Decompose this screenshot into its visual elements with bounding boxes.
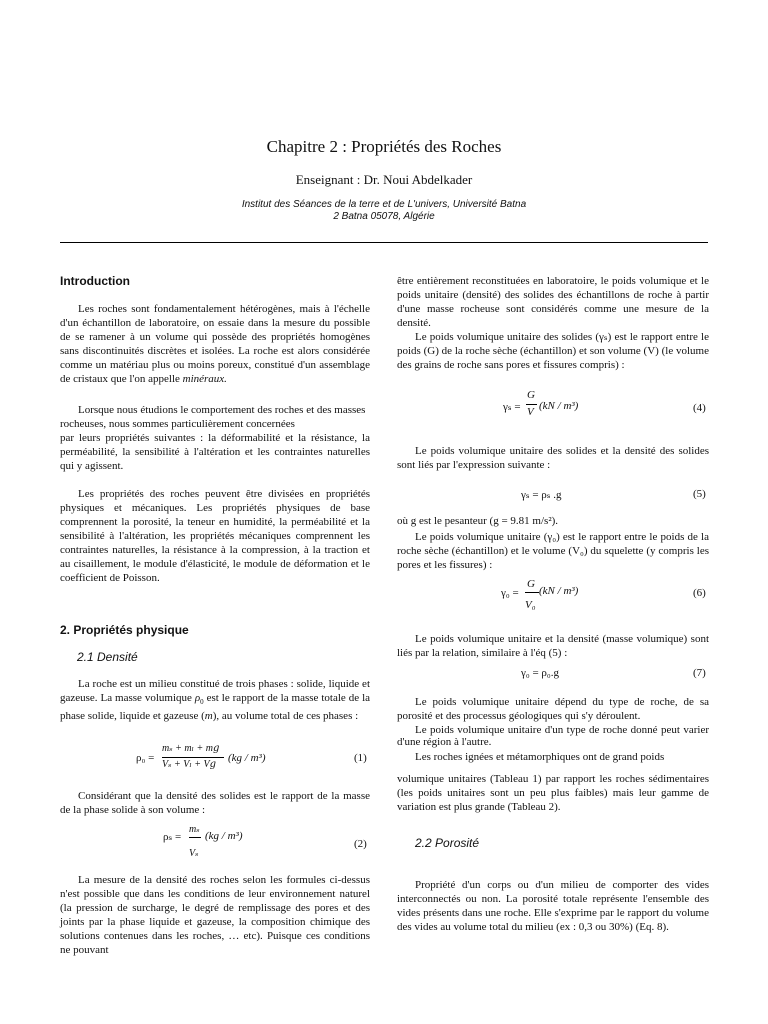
eq1-numerator: mₛ + mₗ + m𝑔 xyxy=(162,743,220,754)
eq6-denominator: V₀ xyxy=(525,599,536,611)
equation-4 xyxy=(503,389,613,425)
right-paragraph-5 xyxy=(397,530,709,572)
eq4-fraction-bar xyxy=(526,404,537,405)
intro-p1-emphasis: minéraux. xyxy=(182,373,227,385)
equation-1 xyxy=(136,743,296,779)
affiliation xyxy=(0,199,768,223)
eq7-number: (7) xyxy=(693,667,706,679)
rho-subscript: 0 xyxy=(200,698,204,707)
density-p1-a: La roche est un milieu constitué de trois phases : solide, liquide et gazeuse. La masse volumique xyxy=(60,678,370,704)
affiliation-line-2: 2 Batna 05078, Algérie xyxy=(333,211,435,222)
section-2-1-heading: 2.1 Densité xyxy=(77,650,138,664)
intro-p1-text: Les roches sont fondamentalement hétérogènes, mais à l'échelle d'un échantillon de laboratoire, on essaie dans la mesure du possible de se ramener à un volume qui possède des propriétés homogènes sans discontinuités discrètes et isolées. La roche est alors considérée comme un matériau plus ou moins poreux, constitué d'un assemblage de cristaux que l'on appelle xyxy=(60,303,370,385)
eq2-unit: (kg / m³) xyxy=(205,830,243,842)
intro-p3-text: Les propriétés des roches peuvent être divisées en propriétés physiques et mécaniques. Les propriétés physiques de base comprennent la porosité, la teneur en humidité, la perméabilité et la sensibilité à l'altération, les propriétés mécaniques comprennent les contraintes naturelles, la résistance à la compression, à la traction et au cisaillement, le module d'élasticité, le module de déformation et le coefficient de Poisson. xyxy=(60,488,370,584)
intro-p2-part-a: Lorsque nous étudions le comportement des roches et des masses rocheuses, nous sommes particulièrement concernées xyxy=(60,404,366,430)
intro-paragraph-1 xyxy=(60,302,370,386)
right-paragraph-9a xyxy=(397,750,709,764)
eq1-number: (1) xyxy=(354,752,367,764)
eq2-denominator: Vₛ xyxy=(189,848,199,859)
right-p2-text: Le poids volumique unitaire des solides (γₛ) est le rapport entre le poids (G) de la roche sèche (échantillon) et son volume (V) (le volume des grains de roche sans pores et fissures compris) : xyxy=(397,331,709,371)
eq1-lhs: ρ₀ = xyxy=(136,752,155,764)
author-line: Enseignant : Dr. Noui Abdelkader xyxy=(295,172,473,187)
introduction-heading: Introduction xyxy=(60,274,130,288)
intro-paragraph-3 xyxy=(60,487,370,585)
right-paragraph-3 xyxy=(397,444,709,472)
eq6-number: (6) xyxy=(693,587,706,599)
density-paragraph-2 xyxy=(60,789,370,817)
right-p8-text: Le poids volumique unitaire d'un type de roche donné peut varier d'une région à l'autre. xyxy=(397,724,709,748)
equation-6 xyxy=(501,578,611,614)
eq2-number: (2) xyxy=(354,838,367,850)
right-p1-text: être entièrement reconstituées en laboratoire, le poids volumique et le poids unitaire (densité) des solides des échantillons de roche à partir d'une masse rocheuse sont considérés comme une mesure de la densité. xyxy=(397,275,709,329)
density-p2-text: Considérant que la densité des solides est le rapport de la masse de la phase solide à son volume : xyxy=(60,790,370,816)
eq2-numerator: mₛ xyxy=(189,824,200,835)
affiliation-line-1: Institut des Séances de la terre et de L'univers, Université Batna xyxy=(241,199,527,210)
eq6-fraction-bar xyxy=(525,592,539,593)
right-p7-text: Le poids volumique unitaire dépend du type de roche, de sa porosité et des processus géologiques qui s'y déroulent. xyxy=(397,696,709,722)
density-paragraph-3 xyxy=(60,873,370,957)
eq6-numerator: G xyxy=(527,578,535,590)
equation-7: γ₀ = ρ₀.g xyxy=(521,667,559,679)
right-paragraph-1 xyxy=(397,274,709,330)
mass-symbol: m xyxy=(204,710,213,723)
section-2-2-heading: 2.2 Porosité xyxy=(415,836,480,850)
intro-p2-part-b: par leurs propriétés suivantes : la déformabilité et la résistance, la perméabilité, la sensibilité à l'altération et les contraintes naturelles qui y agissent. xyxy=(60,432,370,472)
right-paragraph-4 xyxy=(397,514,709,528)
right-p9b-text: volumique unitaires (Tableau 1) par rapport les roches sédimentaires (les poids unitaires sont un peu plus faibles) mais leur gamme de variation est plus grande (Tableau 2). xyxy=(397,773,709,813)
right-p6-text: Le poids volumique unitaire et la densité (masse volumique) sont liés par la relation, similaire à l'éq (5) : xyxy=(397,633,709,659)
density-p1-c: ), au volume total de ces phases : xyxy=(212,710,359,723)
right-paragraph-6 xyxy=(397,632,709,660)
eq4-number: (4) xyxy=(693,402,706,414)
equation-5: γₛ = ρₛ .g xyxy=(521,489,562,501)
right-paragraph-10 xyxy=(397,878,709,934)
eq4-numerator: G xyxy=(527,389,535,401)
eq4-unit: (kN / m³) xyxy=(539,400,579,412)
density-p3-text: La mesure de la densité des roches selon les formules ci-dessus n'est possible que dans les conditions de leur environnement naturel (la pression de surcharge, le degré de remplissage des pores et des joints par la phase liquide et gazeuse, la composition chimique des solutions contenues dans les roches, … etc). Puisque ces conditions ne pouvant xyxy=(60,874,370,956)
right-paragraph-8 xyxy=(397,724,709,748)
right-p4-text: où g est le pesanteur (g = 9.81 m/s²). xyxy=(397,515,559,527)
eq2-fraction-bar xyxy=(189,837,201,838)
right-paragraph-7 xyxy=(397,695,709,723)
right-p9a-text: Les roches ignées et métamorphiques ont de grand poids xyxy=(415,751,665,763)
intro-paragraph-2 xyxy=(60,403,370,473)
equation-2 xyxy=(163,824,273,864)
header-divider xyxy=(60,242,708,243)
right-p3-text: Le poids volumique unitaire des solides et la densité des solides sont liés par l'expression suivante : xyxy=(397,445,709,471)
eq1-unit: (kg / m³) xyxy=(228,752,266,764)
right-p10-text: Propriété d'un corps ou d'un milieu de comporter des vides interconnectés ou non. La porosité totale représente l'ensemble des vides présents dans une roche. Elle s'exprime par le rapport du volume des vides au volume total du milieu (ex : 0,3 ou 30%) (Eq. 8). xyxy=(397,879,709,933)
right-p5-text: Le poids volumique unitaire (γ₀) est le rapport entre le poids de la roche sèche (échantillon) et le volume (V₀) du squelette (y compris les pores et les fissures) : xyxy=(397,531,709,571)
density-p1-b: est le rapport de la masse totale de la phase solide, liquide et gazeuse ( xyxy=(60,692,371,723)
eq5-number: (5) xyxy=(693,488,706,500)
density-paragraph-1 xyxy=(60,677,370,723)
right-paragraph-9b xyxy=(397,772,709,814)
eq1-denominator: Vₛ + Vₗ + V𝑔 xyxy=(162,759,217,770)
section-2-heading: 2. Propriétés physique xyxy=(60,623,189,637)
document-title: Chapitre 2 : Propriétés des Roches xyxy=(266,137,502,156)
eq4-denominator: V xyxy=(527,406,534,418)
right-paragraph-2 xyxy=(397,330,709,372)
eq2-lhs: ρₛ = xyxy=(163,831,182,843)
eq1-fraction-bar xyxy=(162,757,224,758)
eq6-unit: (kN / m³) xyxy=(539,585,579,597)
eq6-lhs: γ₀ = xyxy=(501,587,519,599)
eq4-lhs: γₛ = xyxy=(503,401,521,413)
rho-symbol: ρ xyxy=(194,692,201,704)
